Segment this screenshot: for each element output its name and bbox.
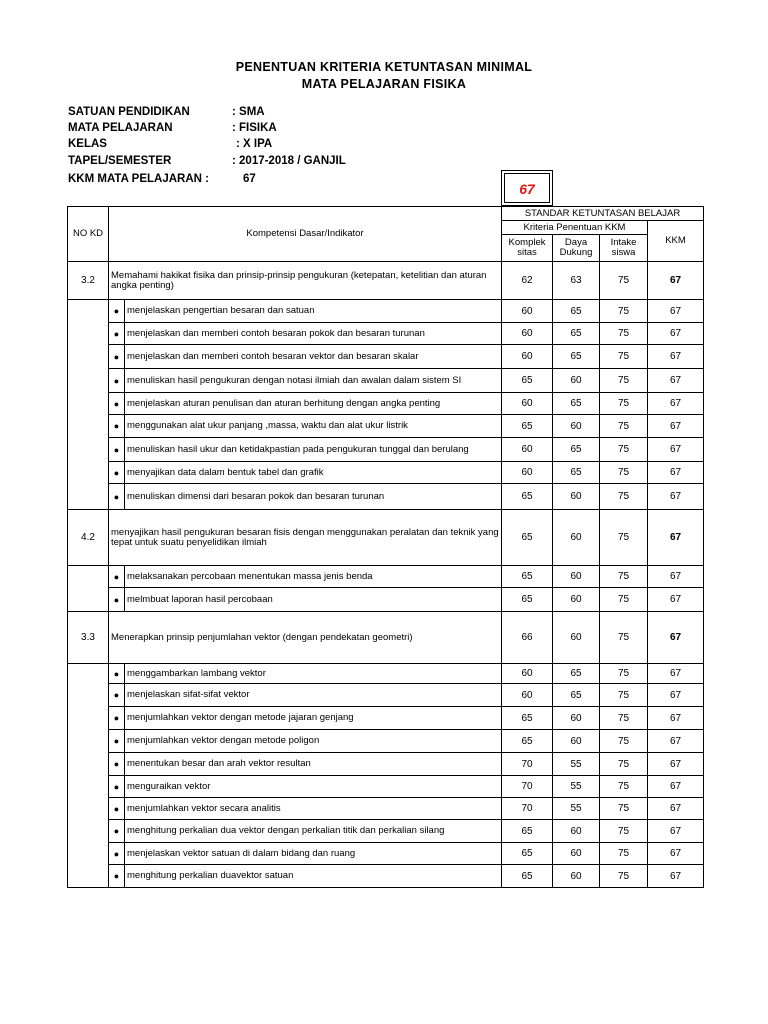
indicator-row — [68, 415, 704, 438]
indicator-intake: 75 — [600, 730, 648, 753]
bullet-icon: ● — [109, 323, 125, 345]
kd-blank-cell — [68, 300, 109, 510]
indicator-kompleksitas: 65 — [502, 820, 553, 843]
indicator-text: menuliskan hasil pengukuran dengan notasi ilmiah dan awalan dalam sistem SI — [125, 369, 502, 393]
mapel-value: : FISIKA — [232, 122, 277, 134]
bullet-icon: ● — [109, 484, 125, 510]
header-kompleksitas — [502, 235, 553, 262]
bullet-icon: ● — [109, 843, 125, 865]
indicator-kompleksitas: 65 — [502, 566, 553, 588]
indicator-daya-dukung: 55 — [553, 776, 600, 798]
indicator-daya-dukung: 60 — [553, 730, 600, 753]
kd-row — [68, 510, 704, 566]
indicator-intake: 75 — [600, 776, 648, 798]
indicator-daya-dukung: 65 — [553, 323, 600, 345]
indicator-kkm: 67 — [648, 843, 704, 865]
bullet-icon: ● — [109, 438, 125, 462]
indicator-kompleksitas: 65 — [502, 730, 553, 753]
indicator-daya-dukung: 65 — [553, 462, 600, 484]
bullet-icon: ● — [109, 776, 125, 798]
header-intake-line2: siswa — [611, 247, 636, 258]
indicator-intake: 75 — [600, 753, 648, 776]
kd-row — [68, 262, 704, 300]
indicator-daya-dukung: 65 — [553, 684, 600, 707]
indicator-kompleksitas: 65 — [502, 484, 553, 510]
indicator-intake: 75 — [600, 664, 648, 684]
indicator-daya-dukung: 55 — [553, 753, 600, 776]
indicator-row — [68, 798, 704, 820]
indicator-kompleksitas: 65 — [502, 707, 553, 730]
indicator-text: menjelaskan pengertian besaran dan satuan — [125, 300, 502, 323]
indicator-kkm: 67 — [648, 415, 704, 438]
indicator-text: menghitung perkalian duavektor satuan — [125, 865, 502, 888]
kkm-value: 67 — [243, 173, 256, 185]
indicator-text: menggunakan alat ukur panjang ,massa, waktu dan alat ukur listrik — [125, 415, 502, 438]
bullet-icon: ● — [109, 393, 125, 415]
kd-blank-cell — [68, 566, 109, 612]
indicator-intake: 75 — [600, 438, 648, 462]
indicator-intake: 75 — [600, 820, 648, 843]
kd-daya-dukung: 63 — [553, 262, 600, 300]
indicator-daya-dukung: 60 — [553, 415, 600, 438]
indicator-row — [68, 369, 704, 393]
header-daya-line1: Daya — [564, 237, 588, 248]
bullet-icon: ● — [109, 753, 125, 776]
indicator-text: menggambarkan lambang vektor — [125, 664, 502, 684]
indicator-daya-dukung: 60 — [553, 843, 600, 865]
indicator-row — [68, 753, 704, 776]
kd-description: Menerapkan prinsip penjumlahan vektor (dengan pendekatan geometri) — [109, 612, 502, 664]
indicator-kkm: 67 — [648, 484, 704, 510]
indicator-row — [68, 566, 704, 588]
kd-description: menyajikan hasil pengukuran besaran fisis dengan menggunakan peralatan dan teknik yang tepat untuk suatu penyelidikan ilmiah — [109, 510, 502, 566]
header-no-kd: NO KD — [68, 207, 109, 262]
indicator-intake: 75 — [600, 462, 648, 484]
indicator-kkm: 67 — [648, 684, 704, 707]
indicator-text: menjumlahkan vektor dengan metode jajaran genjang — [125, 707, 502, 730]
indicator-intake: 75 — [600, 798, 648, 820]
tapel-value: : 2017-2018 / GANJIL — [232, 155, 346, 167]
indicator-text: menjelaskan sifat-sifat vektor — [125, 684, 502, 707]
indicator-text: menentukan besar dan arah vektor resultan — [125, 753, 502, 776]
indicator-intake: 75 — [600, 345, 648, 369]
indicator-text: menuliskan hasil ukur dan ketidakpastian pada pengukuran tunggal dan berulang — [125, 438, 502, 462]
indicator-kkm: 67 — [648, 323, 704, 345]
kd-blank-cell — [68, 664, 109, 888]
bullet-icon: ● — [109, 684, 125, 707]
tapel-label: TAPEL/SEMESTER — [68, 155, 172, 167]
kd-description: Memahami hakikat fisika dan prinsip-prinsip pengukuran (ketepatan, ketelitian dan aturan angka penting) — [109, 262, 502, 300]
indicator-row — [68, 462, 704, 484]
indicator-kkm: 67 — [648, 566, 704, 588]
bullet-icon: ● — [109, 707, 125, 730]
bullet-icon: ● — [109, 730, 125, 753]
indicator-daya-dukung: 65 — [553, 664, 600, 684]
indicator-daya-dukung: 65 — [553, 438, 600, 462]
kd-kompleksitas: 66 — [502, 612, 553, 664]
indicator-kompleksitas: 60 — [502, 300, 553, 323]
indicator-kompleksitas: 70 — [502, 753, 553, 776]
satuan-value: : SMA — [232, 106, 265, 118]
indicator-daya-dukung: 60 — [553, 369, 600, 393]
header-intake-line1: Intake — [610, 237, 637, 248]
indicator-text: menjelaskan vektor satuan di dalam bidang dan ruang — [125, 843, 502, 865]
header-intake — [600, 235, 648, 262]
kd-kkm: 67 — [648, 510, 704, 566]
indicator-kkm: 67 — [648, 865, 704, 888]
indicator-row — [68, 776, 704, 798]
indicator-text: menuliskan dimensi dari besaran pokok dan besaran turunan — [125, 484, 502, 510]
bullet-icon: ● — [109, 820, 125, 843]
indicator-row — [68, 484, 704, 510]
indicator-text: menjumlahkan vektor dengan metode poligon — [125, 730, 502, 753]
bullet-icon: ● — [109, 415, 125, 438]
indicator-intake: 75 — [600, 484, 648, 510]
indicator-daya-dukung: 60 — [553, 566, 600, 588]
indicator-intake: 75 — [600, 588, 648, 612]
kd-kompleksitas: 65 — [502, 510, 553, 566]
bullet-icon: ● — [109, 462, 125, 484]
indicator-row — [68, 843, 704, 865]
indicator-kompleksitas: 65 — [502, 588, 553, 612]
indicator-intake: 75 — [600, 843, 648, 865]
indicator-daya-dukung: 55 — [553, 798, 600, 820]
indicator-intake: 75 — [600, 684, 648, 707]
indicator-kompleksitas: 60 — [502, 393, 553, 415]
indicator-row — [68, 865, 704, 888]
kd-number: 3.3 — [68, 612, 109, 664]
indicator-daya-dukung: 60 — [553, 820, 600, 843]
kkm-box-value: 67 — [504, 173, 550, 203]
indicator-kompleksitas: 65 — [502, 369, 553, 393]
page-subtitle: MATA PELAJARAN FISIKA — [301, 77, 467, 91]
indicator-kompleksitas: 70 — [502, 776, 553, 798]
indicator-text: menjumlahkan vektor secara analitis — [125, 798, 502, 820]
indicator-row — [68, 684, 704, 707]
indicator-intake: 75 — [600, 865, 648, 888]
indicator-text: melmbuat laporan hasil percobaan — [125, 588, 502, 612]
indicator-kompleksitas: 70 — [502, 798, 553, 820]
bullet-icon: ● — [109, 588, 125, 612]
indicator-text: melaksanakan percobaan menentukan massa jenis benda — [125, 566, 502, 588]
indicator-kkm: 67 — [648, 438, 704, 462]
kd-number: 4.2 — [68, 510, 109, 566]
indicator-row — [68, 300, 704, 323]
mapel-label: MATA PELAJARAN — [68, 122, 173, 134]
indicator-kkm: 67 — [648, 753, 704, 776]
bullet-icon: ● — [109, 566, 125, 588]
indicator-daya-dukung: 60 — [553, 707, 600, 730]
indicator-daya-dukung: 60 — [553, 484, 600, 510]
indicator-intake: 75 — [600, 393, 648, 415]
header-kkm: KKM — [648, 221, 704, 262]
indicator-intake: 75 — [600, 323, 648, 345]
bullet-icon: ● — [109, 369, 125, 393]
kkm-box — [501, 170, 553, 206]
bullet-icon: ● — [109, 345, 125, 369]
kd-daya-dukung: 60 — [553, 510, 600, 566]
indicator-daya-dukung: 60 — [553, 865, 600, 888]
indicator-daya-dukung: 60 — [553, 588, 600, 612]
indicator-text: menguraikan vektor — [125, 776, 502, 798]
kkm-table — [67, 206, 704, 888]
indicator-row — [68, 345, 704, 369]
header-kompetensi: Kompetensi Dasar/Indikator — [109, 207, 502, 262]
bullet-icon: ● — [109, 865, 125, 888]
kd-number: 3.2 — [68, 262, 109, 300]
indicator-kkm: 67 — [648, 664, 704, 684]
kd-row — [68, 612, 704, 664]
satuan-label: SATUAN PENDIDIKAN — [68, 106, 190, 118]
indicator-kompleksitas: 65 — [502, 865, 553, 888]
kd-intake: 75 — [600, 612, 648, 664]
kd-intake: 75 — [600, 510, 648, 566]
indicator-row — [68, 707, 704, 730]
kd-daya-dukung: 60 — [553, 612, 600, 664]
indicator-kkm: 67 — [648, 462, 704, 484]
kkm-label: KKM MATA PELAJARAN : — [68, 173, 209, 185]
header-kompleksitas-line1: Komplek — [508, 237, 546, 248]
bullet-icon: ● — [109, 664, 125, 684]
indicator-kkm: 67 — [648, 588, 704, 612]
indicator-intake: 75 — [600, 566, 648, 588]
indicator-kompleksitas: 60 — [502, 345, 553, 369]
indicator-kkm: 67 — [648, 730, 704, 753]
indicator-row — [68, 393, 704, 415]
indicator-text: menjelaskan aturan penulisan dan aturan berhitung dengan angka penting — [125, 393, 502, 415]
indicator-row — [68, 664, 704, 684]
indicator-intake: 75 — [600, 415, 648, 438]
indicator-text: menjelaskan dan memberi contoh besaran pokok dan besaran turunan — [125, 323, 502, 345]
header-daya-dukung — [553, 235, 600, 262]
header-kriteria: Kriteria Penentuan KKM — [502, 221, 648, 235]
indicator-row — [68, 820, 704, 843]
indicator-row — [68, 438, 704, 462]
indicator-text: menyajikan data dalam bentuk tabel dan grafik — [125, 462, 502, 484]
indicator-kompleksitas: 65 — [502, 843, 553, 865]
indicator-intake: 75 — [600, 707, 648, 730]
indicator-kompleksitas: 60 — [502, 323, 553, 345]
indicator-daya-dukung: 65 — [553, 345, 600, 369]
indicator-kompleksitas: 65 — [502, 415, 553, 438]
bullet-icon: ● — [109, 798, 125, 820]
indicator-kompleksitas: 60 — [502, 462, 553, 484]
indicator-kkm: 67 — [648, 776, 704, 798]
indicator-kompleksitas: 60 — [502, 664, 553, 684]
indicator-kkm: 67 — [648, 707, 704, 730]
indicator-daya-dukung: 65 — [553, 393, 600, 415]
indicator-text: menjelaskan dan memberi contoh besaran vektor dan besaran skalar — [125, 345, 502, 369]
indicator-kkm: 67 — [648, 345, 704, 369]
kelas-label: KELAS — [68, 138, 107, 150]
indicator-row — [68, 730, 704, 753]
kd-kkm: 67 — [648, 262, 704, 300]
indicator-text: menghitung perkalian dua vektor dengan perkalian titik dan perkalian silang — [125, 820, 502, 843]
kd-kompleksitas: 62 — [502, 262, 553, 300]
indicator-kkm: 67 — [648, 820, 704, 843]
kd-kkm: 67 — [648, 612, 704, 664]
indicator-daya-dukung: 65 — [553, 300, 600, 323]
indicator-kkm: 67 — [648, 393, 704, 415]
kd-intake: 75 — [600, 262, 648, 300]
indicator-kompleksitas: 60 — [502, 438, 553, 462]
indicator-row — [68, 588, 704, 612]
indicator-kkm: 67 — [648, 300, 704, 323]
indicator-kompleksitas: 60 — [502, 684, 553, 707]
indicator-intake: 75 — [600, 369, 648, 393]
indicator-kkm: 67 — [648, 798, 704, 820]
kelas-value: : X IPA — [236, 138, 273, 150]
indicator-kkm: 67 — [648, 369, 704, 393]
header-kompleksitas-line2: sitas — [517, 247, 537, 258]
page-title: PENENTUAN KRITERIA KETUNTASAN MINIMAL — [235, 60, 533, 74]
indicator-row — [68, 323, 704, 345]
header-standar: STANDAR KETUNTASAN BELAJAR — [502, 207, 704, 221]
header-daya-line2: Dukung — [559, 247, 593, 258]
indicator-intake: 75 — [600, 300, 648, 323]
bullet-icon: ● — [109, 300, 125, 323]
